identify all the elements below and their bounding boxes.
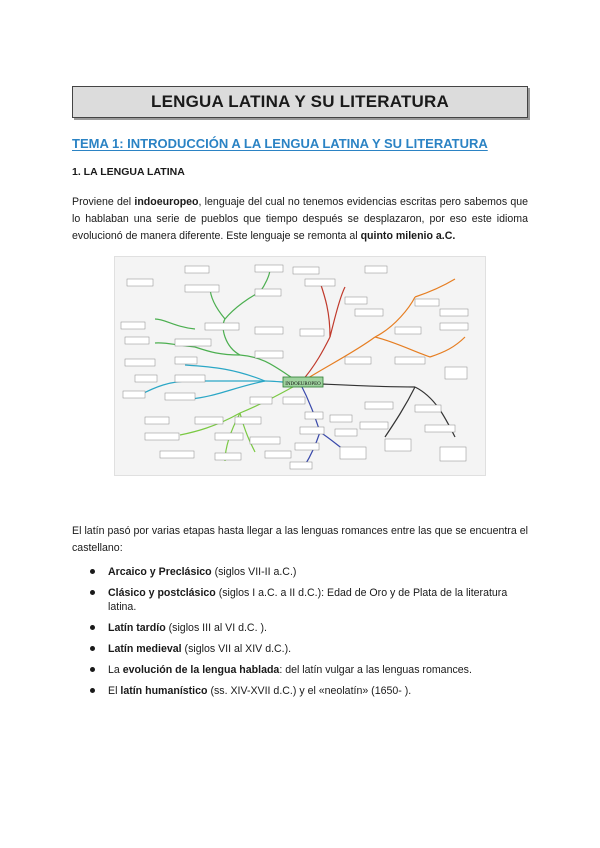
intro-bold-indoeuropeo: indoeuropeo (134, 196, 199, 208)
bullet-icon (90, 590, 95, 595)
bullet-icon (90, 667, 95, 672)
bullet-icon (90, 569, 95, 574)
intro-text-1: Proviene del (72, 196, 135, 208)
bullet-icon (90, 625, 95, 630)
stages-intro-paragraph: El latín pasó por varias etapas hasta llegar a las lenguas romances entre las que se encuentra el castellano: (72, 525, 528, 554)
intro-bold-milenio: quinto milenio a.C. (360, 230, 456, 242)
bullet-icon (90, 646, 95, 651)
bullet-icon (90, 688, 95, 693)
intro-text-2: , lenguaje del cual no tenemos evidencias escritas pero sabemos que lo hablaban una serie de pueblos que tiempo después se desplazaron, por eso este idioma evolucionó de manera diferente. Este lenguaje se remonta al (72, 196, 529, 242)
indoeuropean-mind-map (114, 256, 486, 476)
list-item: Clásico y postclásico (siglos I a.C. a II d.C.): Edad de Oro y de Plata de la literatura latina. (72, 586, 528, 614)
section-heading: 1. LA LENGUA LATINA (72, 166, 185, 178)
tema-heading: TEMA 1: INTRODUCCIÓN A LA LENGUA LATINA Y SU LITERATURA (72, 136, 488, 151)
intro-paragraph (72, 194, 528, 245)
list-item: Latín tardío (siglos III al VI d.C. ). (72, 621, 528, 635)
list-item: El latín humanístico (ss. XIV-XVII d.C.) y el «neolatín» (1650- ). (72, 684, 528, 698)
document-title-text: LENGUA LATINA Y SU LITERATURA (151, 92, 449, 111)
list-item: Arcaico y Preclásico (siglos VII-II a.C.) (72, 565, 528, 579)
latin-stages-list (72, 565, 528, 705)
mind-map-center-label: INDOEUROPEO (285, 382, 321, 387)
list-item: La evolución de la lengua hablada: del latín vulgar a las lenguas romances. (72, 663, 528, 677)
list-item: Latín medieval (siglos VII al XIV d.C.). (72, 642, 528, 656)
document-title (72, 86, 528, 118)
